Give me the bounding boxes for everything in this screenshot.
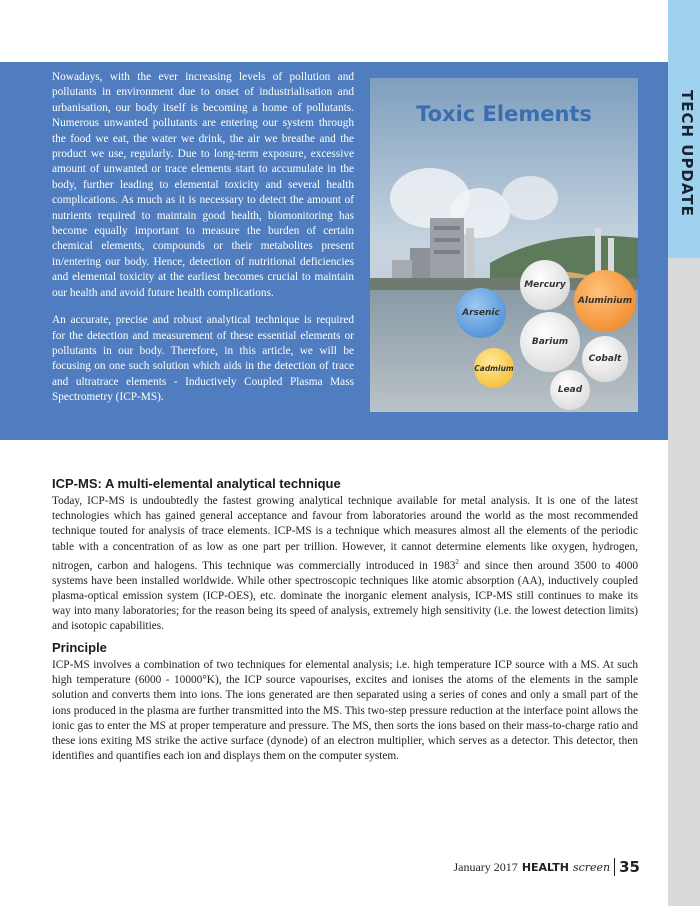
element-bubble-cadmium: Cadmium	[474, 348, 514, 388]
element-bubble-barium: Barium	[520, 312, 580, 372]
publication-brand: HEALTH	[521, 860, 569, 874]
element-bubble-aluminium: Aluminium	[574, 270, 636, 332]
element-bubble-arsenic: Arsenic	[456, 288, 506, 338]
citation-superscript: 2	[455, 557, 459, 566]
section-body-principle: ICP-MS involves a combination of two techniques for elemental analysis; i.e. high temperature ICP source with a MS. At such high temperature (6000 - 10000°K), the ICP source vapourises, excites and ionises the atoms of the elements in the sample solution and converts them into ions. The ions generated are then separated using a series of cones and only a small part of the ions produced in the plasma are further transmitted into the MS. This two-step pressure reduction at the interface point allows the ionic gas to enter the MS at proper temperature and pressure. The MS, then sorts the ions based on their mass-to-charge ratio and these ions exiting MS strike the active surface (dynode) of an electron multiplier, which serves as a detector. This detector, then identifies and quantifies each ion and displays them on the computer system.	[52, 659, 638, 763]
publication-brand-script: screen	[572, 860, 611, 874]
section-heading-principle: Principle	[52, 640, 107, 655]
section-principle	[52, 640, 638, 764]
element-bubble-mercury: Mercury	[520, 260, 570, 310]
page-footer	[453, 858, 640, 876]
element-bubble-cobalt: Cobalt	[582, 336, 628, 382]
section-label: TECH UPDATE	[678, 90, 696, 217]
figure-title: Toxic Elements	[416, 102, 592, 126]
intro-paragraph-1: Nowadays, with the ever increasing levels of pollution and pollutants in environment due to onset of industrialisation and urbanisation, our body itself is becoming a home of pollutants. Numerous unwanted pollutants are entering our system through the food we eat, the water we drink, the air we breathe and the product we use, regularly. Due to long-term exposure, excessive amount of unwanted or trace elements start to accumulate in the body, further leading to elemental toxicity and several health complications. As much as it is necessary to detect the amount of nutrients required to maintain good health, biomonitoring has become equally important to measure the burden of certain chemical elements, compounds or their metabolites present in/entering our body. Hence, detection of nutritional deficiencies and elemental toxicity at the earliest becomes crucial to maintain our health and avoid future health complications.	[52, 71, 354, 299]
section-icp-ms	[52, 476, 638, 635]
section-body-icp-ms: Today, ICP-MS is undoubtedly the fastest growing analytical technique available for metal analysis. It is one of the latest technologies which has gained general acceptance and favour from laboratories around the world as the most recommended technique touted for analysis of trace elements. ICP-MS is a technique which measures almost all the elements of the periodic table with a concentration of as low as one part per trillion. However, it cannot determine elements like oxygen, hydrogen, nitrogen, carbon and halogens. This technique was commercially introduced in 1983$^2$ and since then around 3500 to 4000 systems have been installed worldwide. While other spectroscopic techniques like atomic absorption (AA), inductively coupled plasma-optical emission system (ICP-OES), etc. dominate the inorganic element analysis, ICP-MS still continues to make its way into many laboratories; for the reason being its speed of analysis, extremely high sensitivity (i.e. the lowest detection limits) and isotopic capabilities.	[52, 495, 638, 633]
toxic-elements-figure	[370, 78, 638, 412]
issue-date: January 2017	[453, 859, 518, 874]
intro-text	[52, 70, 354, 418]
element-bubble-lead: Lead	[550, 370, 590, 410]
section-heading-icp-ms: ICP-MS: A multi-elemental analytical technique	[52, 476, 341, 491]
page-number: 35	[614, 858, 640, 876]
intro-paragraph-2: An accurate, precise and robust analytical technique is required for the detection and measurement of these essential elements or pollutants in our body. Therefore, in this article, we will be focusing on one such solution which aids in the detection of trace and ultratrace elements - Inductively Coupled Plasma Mass Spectrometry (ICP-MS).	[52, 314, 354, 404]
